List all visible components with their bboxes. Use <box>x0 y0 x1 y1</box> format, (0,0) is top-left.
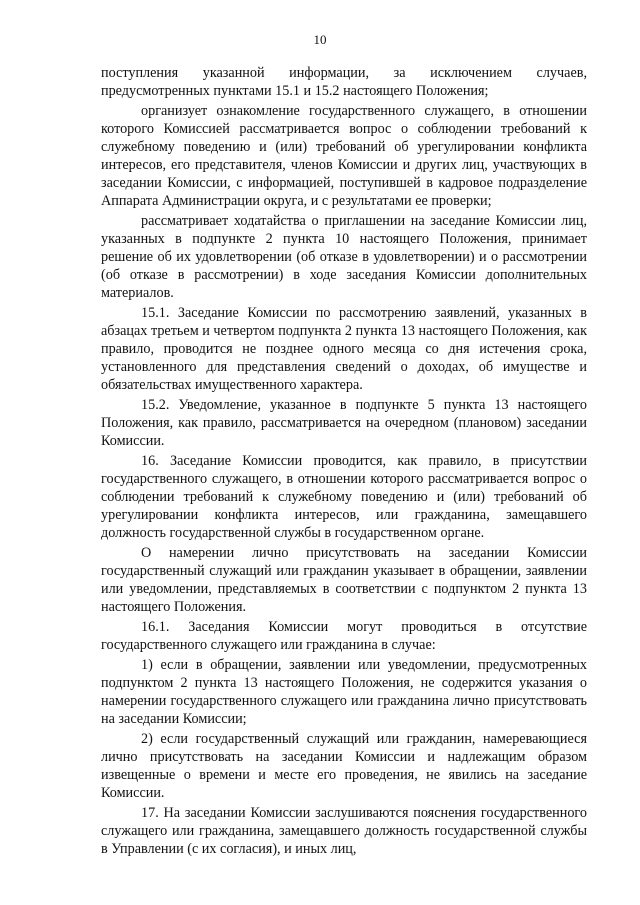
paragraph-1: поступления указанной информации, за исключением случаев, предусмотренных пунктами 15.1 и 15.2 настоящего Положения; <box>101 65 587 99</box>
paragraph-5: 15.2. Уведомление, указанное в подпункте 5 пункта 13 настоящего Положения, как правило, рассматривается на очередном (плановом) заседании Комиссии. <box>101 397 587 449</box>
paragraph-6: 16. Заседание Комиссии проводится, как правило, в присутствии государственного служащего, в отношении которого рассматривается вопрос о соблюдении требований к служебному поведению и (или) требований об урегулировании конфликта интересов, или гражданина, замещавшего должность государственной службы в государственном органе. <box>101 453 587 541</box>
paragraph-11: 17. На заседании Комиссии заслушиваются пояснения государственного служащего или гражданина, замещавшего должность государственной службы в Управлении (с их согласия), и иных лиц, <box>101 805 587 857</box>
paragraph-10: 2) если государственный служащий или гражданин, намеревающиеся лично присутствовать на заседании Комиссии и надлежащим образом извещенные о времени и месте его проведения, не явились на заседание Комиссии. <box>101 731 587 801</box>
page-number: 10 <box>313 32 327 47</box>
paragraph-9: 1) если в обращении, заявлении или уведомлении, предусмотренных подпунктом 2 пункта 13 настоящего Положения, не содержится указания о намерении государственного служащего или гражданина лично присутствовать на заседании Комиссии; <box>101 657 587 727</box>
paragraph-7: О намерении лично присутствовать на заседании Комиссии государственный служащий или гражданин указывает в обращении, заявлении или уведомлении, представляемых в соответствии с подпунктом 2 пункта 13 настоящего Положения. <box>101 545 587 615</box>
paragraph-2: организует ознакомление государственного служащего, в отношении которого Комиссией рассматривается вопрос о соблюдении требований к служебному поведению и (или) требований об урегулировании конфликта интересов, его представителя, членов Комиссии и других лиц, участвующих в заседании Комиссии, с информацией, поступившей в кадровое подразделение Аппарата Администрации округа, и с результатами ее проверки; <box>101 103 587 209</box>
paragraph-8: 16.1. Заседания Комиссии могут проводиться в отсутствие государственного служащего или гражданина в случае: <box>101 619 587 653</box>
paragraph-4: 15.1. Заседание Комиссии по рассмотрению заявлений, указанных в абзацах третьем и четвертом подпункта 2 пункта 13 настоящего Положения, как правило, проводится не позднее одного месяца со дня истечения срока, установленного для представления сведений о доходах, об имуществе и обязательствах имущественного характера. <box>101 305 587 393</box>
document-body <box>101 64 587 860</box>
paragraph-3: рассматривает ходатайства о приглашении на заседание Комиссии лиц, указанных в подпункте 2 пункта 10 настоящего Положения, принимает решение об их удовлетворении (об отказе в удовлетворении) и о рассмотрении (об отказе в рассмотрении) в ходе заседания Комиссии дополнительных материалов. <box>101 213 587 301</box>
